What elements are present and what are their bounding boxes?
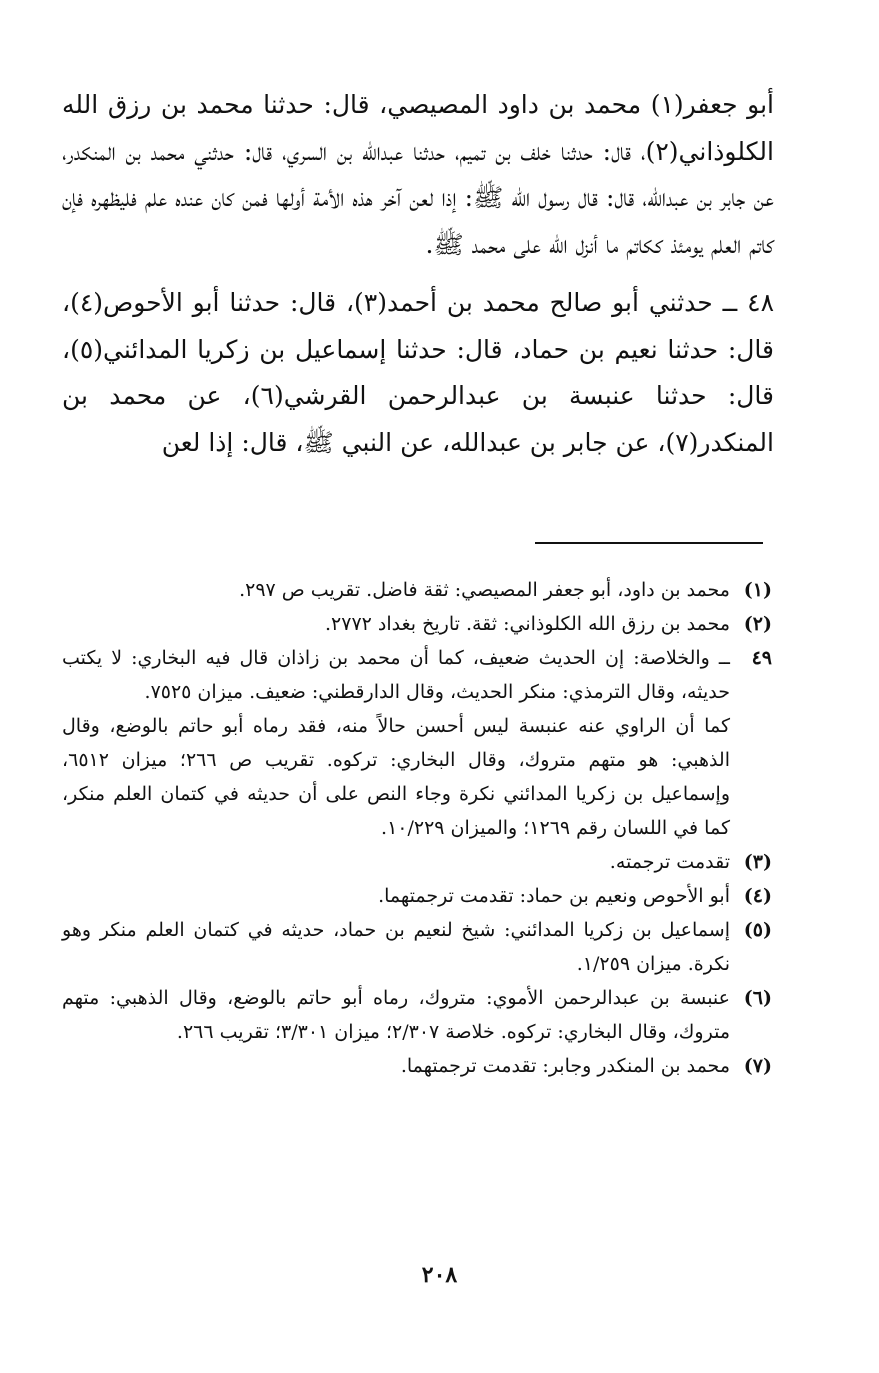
hadith-paragraph-48: ٤٨ ــ حدثني أبو صالح محمد بن أحمد(٣)، قال: حدثنا أبو الأحوص(٤)، قال: حدثنا نعيم بن حماد، قال: حدثنا إسماعيل بن زكريا المدائني(٥)، قال: حدثنا عنبسة بن عبدالرحمن القرشي(٦)، عن محمد بن المنكدر(٧)، عن جابر بن عبدالله، عن النبي ﷺ، قال: إذا لعن [62, 288, 774, 457]
footnote-body [62, 573, 730, 607]
footnote-body [62, 845, 730, 879]
footnotes [62, 573, 772, 1083]
footnote-hadith-49 [62, 641, 772, 845]
footnote-divider [535, 542, 763, 544]
footnote-body [62, 1049, 730, 1083]
footnote-text: محمد بن المنكدر وجابر: تقدمت ترجمتهما. [400, 1055, 730, 1077]
footnote-1 [62, 573, 772, 607]
footnote-5 [62, 913, 772, 981]
footnote-body [62, 913, 730, 981]
footnote-number: (٣) [743, 851, 772, 873]
footnote-text: كما أن الراوي عنه عنبسة ليس أحسن حالاً منه، فقد رماه أبو حاتم بالوضع، وقال الذهبي: هو متهم متروك، وقال البخاري: تركوه. تقريب ص ٢٦٦؛ ميزان ٦٥١٢، وإسماعيل بن زكريا المدائني نكرة وجاء النص على أن حديثه في كتمان العلم منكر، كما في اللسان رقم ١٢٦٩؛ والميزان ١٠/٢٢٩. [62, 715, 730, 839]
footnote-4 [62, 879, 772, 913]
footnote-text: تقدمت ترجمته. [609, 851, 730, 873]
footnote-text: إسماعيل بن زكريا المدائني: شيخ لنعيم بن حماد، حديثه في كتمان العلم منكر وهو نكرة. ميزان ١/٢٥٩. [62, 919, 730, 975]
footnote-text: أبو الأحوص ونعيم بن حماد: تقدمت ترجمتهما. [378, 885, 730, 907]
footnote-text: محمد بن رزق الله الكلوذاني: ثقة. تاريخ بغداد ٢٧٧٢. [324, 613, 730, 635]
footnote-text: ــ والخلاصة: إن الحديث ضعيف، كما أن محمد بن زاذان قال فيه البخاري: لا يكتب حديثه، وقال الترمذي: منكر الحديث، وقال الدارقطني: ضعيف. ميزان ٧٥٢٥. [62, 647, 730, 703]
footnote-number: (٥) [743, 919, 772, 941]
footnote-text: عنبسة بن عبدالرحمن الأموي: متروك، رماه أبو حاتم بالوضع، وقال الذهبي: متهم متروك، وقال البخاري: تركوه. خلاصة ٢/٣٠٧؛ ميزان ٣/٣٠١؛ تقريب ٢٦٦. [62, 987, 730, 1043]
footnote-2 [62, 607, 772, 641]
main-text [62, 82, 774, 466]
footnote-number: ٤٩ [751, 647, 772, 669]
footnote-number: (٦) [743, 987, 772, 1009]
footnote-7 [62, 1049, 772, 1083]
footnote-6 [62, 981, 772, 1049]
footnote-number: (١) [743, 579, 772, 601]
footnote-3 [62, 845, 772, 879]
footnote-body [62, 879, 730, 913]
footnote-text: محمد بن داود، أبو جعفر المصيصي: ثقة فاضل. تقريب ص ٢٩٧. [239, 579, 730, 601]
footnote-number: (٢) [743, 613, 772, 635]
page-number: ٢٠٨ [421, 1262, 458, 1288]
main-paragraph: أبو جعفر(١) محمد بن داود المصيصي، قال: حدثنا محمد بن رزق الله الكلوذاني(٢)، قال: حدثنا خلف بن تميم، حدثنا عبدالله بن السري، قال: حدثني محمد بن المنكدر، عن جابر بن عبدالله، قال: قال رسول الله ﷺ: إذا لعن آخر هذه الأمة أولها فمن كان عنده علم فليظهره فإن كاتم العلم يومئذ ككاتم ما أنزل الله على محمد ﷺ. [62, 90, 774, 259]
footnote-number: (٧) [743, 1055, 772, 1077]
footnote-number: (٤) [743, 885, 772, 907]
footnote-body [62, 641, 730, 845]
footnote-body [62, 607, 730, 641]
footnote-body [62, 981, 730, 1049]
